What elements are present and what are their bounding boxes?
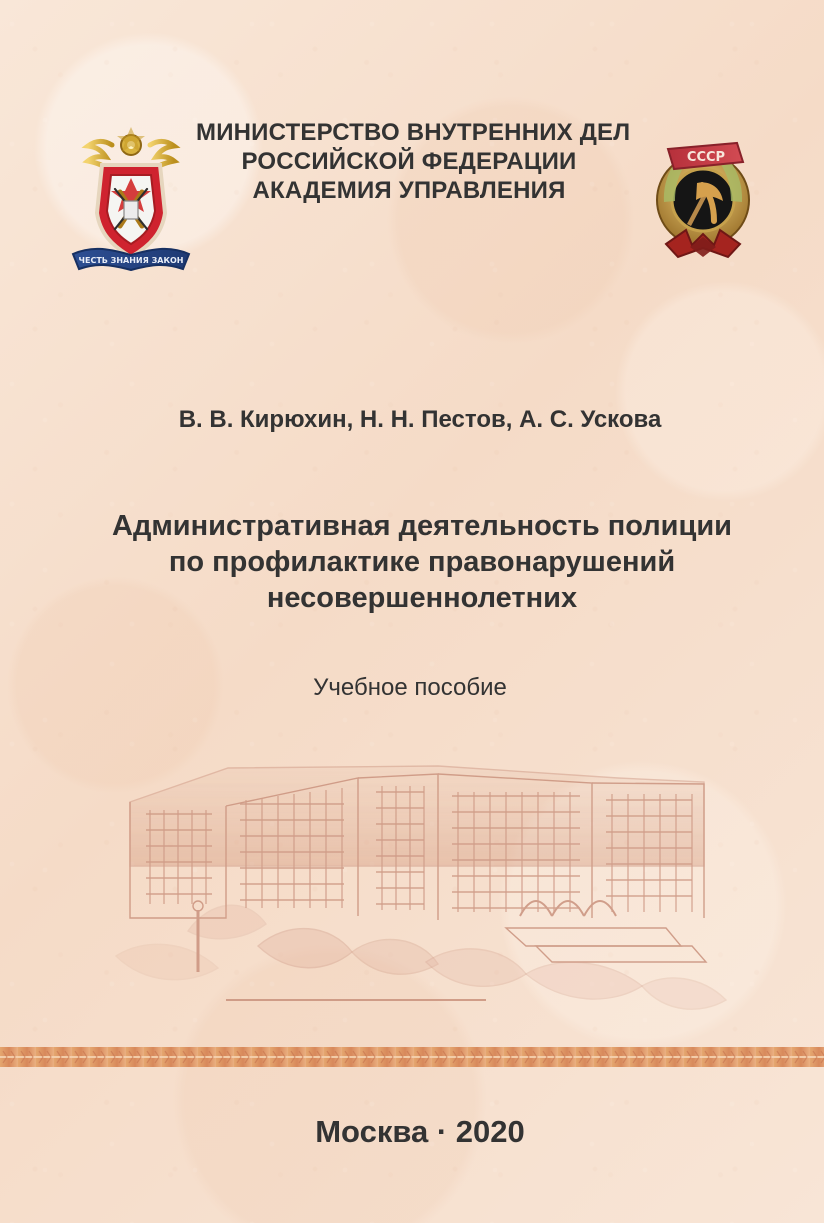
ornament-band	[0, 1047, 824, 1067]
institution-header	[196, 118, 631, 205]
red-banner-order-icon	[644, 126, 762, 274]
emblem-ribbon-text: ЧЕСТЬ ЗНАНИЯ ЗАКОН	[78, 256, 184, 265]
publication-city-year: Москва · 2020	[315, 1114, 525, 1149]
institution-line-3: АКАДЕМИЯ УПРАВЛЕНИЯ	[252, 177, 566, 204]
book-title-line-3: несовершеннолетних	[266, 582, 578, 614]
cccp-text: СССР	[686, 150, 726, 165]
institution-line-1: МИНИСТЕРСТВО ВНУТРЕННИХ ДЕЛ	[196, 119, 631, 146]
book-title-line-1: Административная деятельность полиции	[112, 510, 732, 542]
authors-line: В. В. Кирюхин, Н. Н. Пестов, А. С. Ускова	[178, 406, 662, 433]
book-title	[64, 508, 780, 616]
book-type-subtitle: Учебное пособие	[313, 674, 507, 701]
ministry-emblem-icon	[63, 122, 199, 278]
building-illustration	[106, 748, 748, 1040]
institution-line-2: РОССИЙСКОЙ ФЕДЕРАЦИИ	[241, 148, 577, 175]
book-title-line-2: по профилактике правонарушений	[168, 546, 676, 578]
